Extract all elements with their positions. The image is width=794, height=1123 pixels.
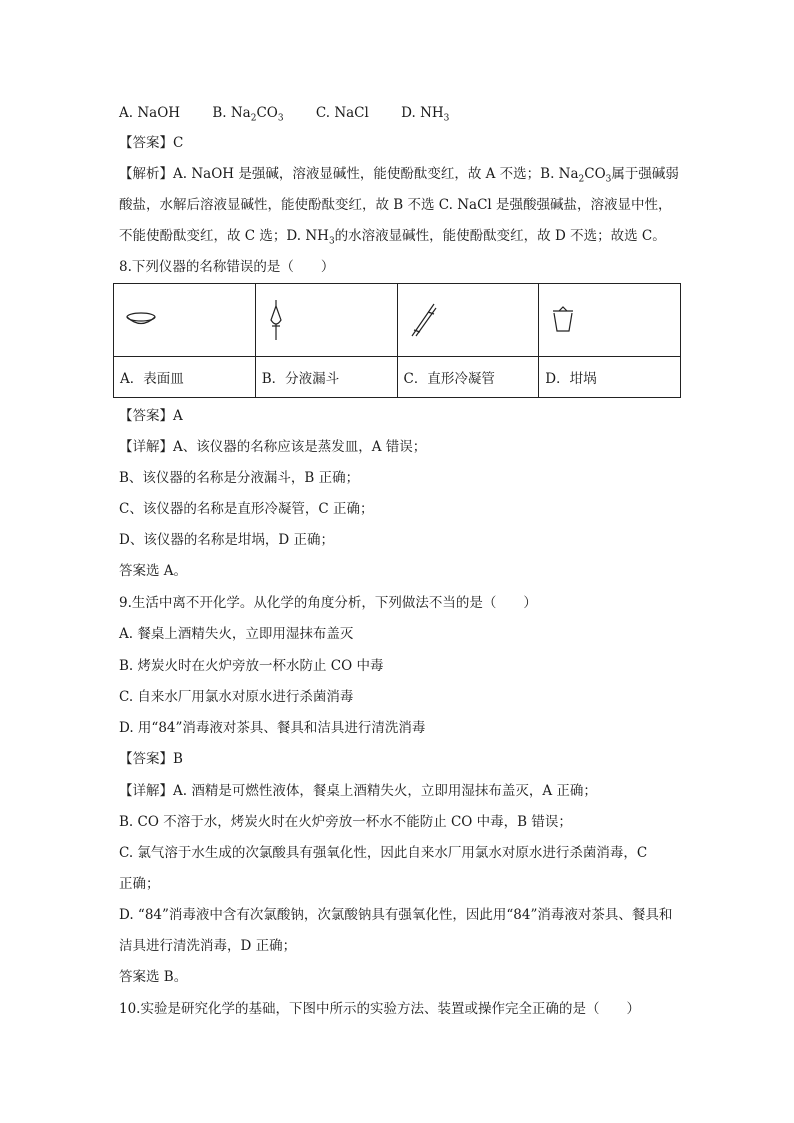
instrument-cell-c: [397, 284, 539, 357]
instrument-label-b: B．分液漏斗: [255, 357, 397, 398]
crucible-icon: [549, 305, 577, 335]
q9-detail-1: 【详解】A. 酒精是可燃性液体，餐桌上酒精失火，立即用湿抹布盖灭，A 正确；: [119, 783, 597, 799]
q9-question: 9.生活中离不开化学。从化学的角度分析，下列做法不当的是（ ）: [119, 595, 537, 611]
instrument-label-a: A．表面皿: [114, 357, 256, 398]
q8-detail-2: B、该仪器的名称是分液漏斗，B 正确；: [119, 470, 360, 486]
instrument-label-d: D．坩埚: [539, 357, 681, 398]
table-row: [114, 357, 681, 398]
instrument-label-c: C．直形冷凝管: [397, 357, 539, 398]
q9-detail-7: 答案选 B。: [119, 969, 188, 985]
q9-option-d: D. 用“84”消毒液对茶具、餐具和洁具进行清洗消毒: [119, 720, 426, 736]
q9-detail-4: 正确；: [119, 876, 160, 892]
q7-option-d: D. $NH_3$: [401, 105, 450, 124]
q7-options: [119, 103, 477, 129]
q9-option-c: C. 自来水厂用氯水对原水进行杀菌消毒: [119, 689, 354, 705]
instrument-cell-a: [114, 284, 256, 357]
q9-detail-6: 洁具进行清洗消毒，D 正确；: [119, 938, 297, 954]
instrument-table: [113, 283, 681, 398]
q9-detail-3: C. 氯气溶于水生成的次氯酸具有强氧化性，因此自来水厂用氯水对原水进行杀菌消毒，C: [119, 845, 648, 861]
instrument-cell-d: [539, 284, 681, 357]
evaporating-dish-icon: [124, 310, 158, 330]
separatory-funnel-icon: [266, 298, 286, 342]
q7-answer: 【答案】C: [119, 135, 184, 151]
table-row: [114, 284, 681, 357]
q8-detail-5: 答案选 A。: [119, 563, 188, 579]
q8-detail-3: C、该仪器的名称是直形冷凝管，C 正确；: [119, 501, 374, 517]
q8-detail-1: 【详解】A、该仪器的名称应该是蒸发皿，A 错误；: [119, 439, 427, 455]
instrument-cell-b: [255, 284, 397, 357]
q7-analysis-line-2: 酸盐，水解后溶液显碱性，能使酚酞变红，故 B 不选 C. NaCl 是强酸强碱盐，溶液显中性，: [119, 197, 672, 213]
q7-option-a: A. NaOH: [119, 105, 181, 121]
condenser-icon: [408, 300, 438, 340]
q7-option-b: B. $Na_2CO_3$: [212, 105, 284, 124]
q7-analysis-line-1: 【解析】A. NaOH 是强碱，溶液显碱性，能使酚酞变红，故 A 不选；B. $Na_2CO_3$属于强碱弱: [119, 166, 679, 185]
q8-detail-4: D、该仪器的名称是坩埚，D 正确；: [119, 532, 334, 548]
q9-option-b: B. 烤炭火时在火炉旁放一杯水防止 CO 中毒: [119, 658, 384, 674]
q9-detail-2: B. CO 不溶于水，烤炭火时在火炉旁放一杯水不能防止 CO 中毒，B 错误；: [119, 814, 572, 830]
q9-detail-5: D. “84”消毒液中含有次氯酸钠，次氯酸钠具有强氧化性，因此用“84”消毒液对茶具、餐具和: [119, 907, 673, 923]
q10-question: 10.实验是研究化学的基础，下图中所示的实验方法、装置或操作完全正确的是（ ）: [119, 1001, 640, 1017]
q7-analysis-line-3: 不能使酚酞变红，故 C 选；D. $NH_3$的水溶液显碱性，能使酚酞变红，故 D 不选；故选 C。: [119, 228, 666, 247]
q8-answer: 【答案】A: [119, 408, 183, 424]
q8-question: 8.下列仪器的名称错误的是（ ）: [119, 259, 335, 275]
q9-answer: 【答案】B: [119, 751, 183, 767]
q9-option-a: A. 餐桌上酒精失火，立即用湿抹布盖灭: [119, 626, 354, 642]
q7-option-c: C. NaCl: [315, 105, 369, 121]
